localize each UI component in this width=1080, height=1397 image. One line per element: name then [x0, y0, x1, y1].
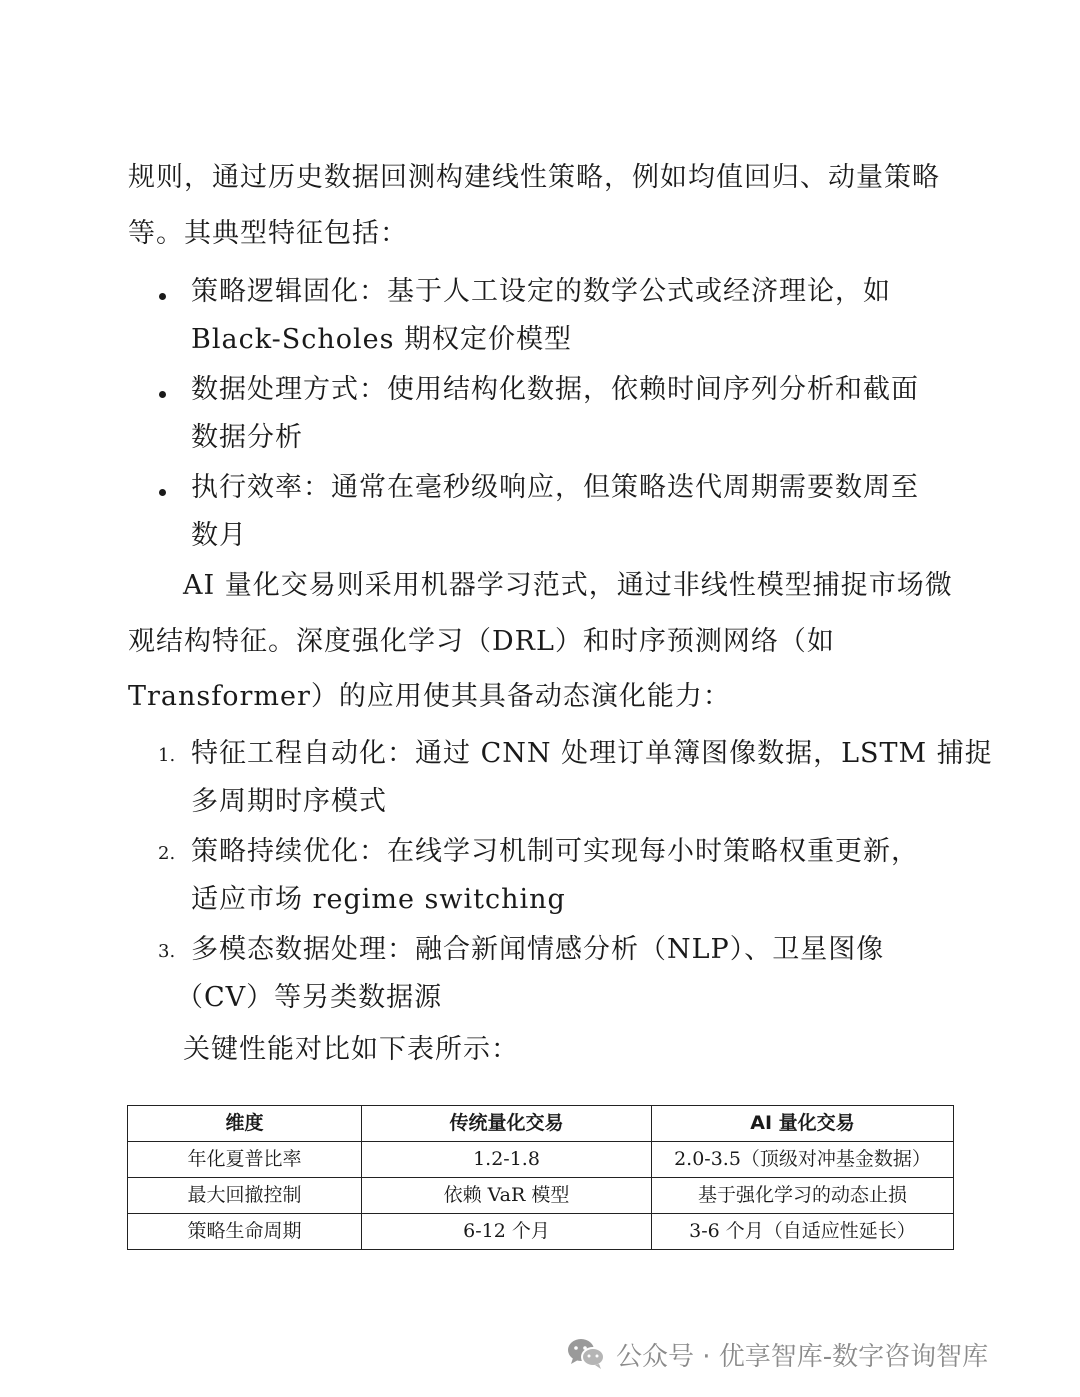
table-cell: 依赖 VaR 模型 — [362, 1178, 652, 1214]
list-item-text: 特征工程自动化：通过 CNN 处理订单簿图像数据，LSTM 捕捉 — [191, 738, 993, 769]
comparison-table — [127, 1105, 954, 1250]
list-item-text: 策略持续优化：在线学习机制可实现每小时策略权重更新， — [191, 836, 919, 867]
table-header-cell: 维度 — [128, 1106, 362, 1142]
table-cell: 3-6 个月（自适应性延长） — [652, 1214, 954, 1250]
paragraph-line: 关键性能对比如下表所示： — [183, 1034, 519, 1065]
list-item-text: Black-Scholes 期权定价模型 — [191, 324, 573, 355]
table-cell: 策略生命周期 — [128, 1214, 362, 1250]
paragraph-line: 观结构特征。深度强化学习（DRL）和时序预测网络（如 — [128, 626, 835, 657]
list-item-text: 数据处理方式：使用结构化数据，依赖时间序列分析和截面 — [191, 374, 919, 405]
table-cell: 6-12 个月 — [362, 1214, 652, 1250]
table-header-cell: AI 量化交易 — [652, 1106, 954, 1142]
table-row — [128, 1214, 954, 1250]
table-header-row — [128, 1106, 954, 1142]
footer-text: 公众号 · 优享智库-数字咨询智库 — [616, 1341, 989, 1372]
table-header-cell: 传统量化交易 — [362, 1106, 652, 1142]
list-item-text: （CV）等另类数据源 — [176, 982, 443, 1013]
footer-watermark — [566, 1334, 988, 1374]
list-item-text: 执行效率：通常在毫秒级响应，但策略迭代周期需要数周至 — [191, 472, 919, 503]
paragraph-line: Transformer）的应用使其具备动态演化能力： — [128, 681, 731, 712]
bullet-icon — [159, 391, 166, 398]
list-item-text: 多周期时序模式 — [191, 786, 387, 817]
table-row — [128, 1178, 954, 1214]
table-cell: 2.0-3.5（顶级对冲基金数据） — [652, 1142, 954, 1178]
list-number: 1. — [158, 745, 176, 766]
list-item-text: 数据分析 — [191, 422, 303, 453]
wechat-icon — [566, 1337, 606, 1371]
table-cell: 1.2-1.8 — [362, 1142, 652, 1178]
table-cell: 基于强化学习的动态止损 — [652, 1178, 954, 1214]
list-item-text: 策略逻辑固化：基于人工设定的数学公式或经济理论，如 — [191, 276, 891, 307]
paragraph-line: 规则，通过历史数据回测构建线性策略，例如均值回归、动量策略 — [128, 162, 940, 193]
paragraph-line: 等。其典型特征包括： — [128, 218, 408, 249]
table-cell: 最大回撤控制 — [128, 1178, 362, 1214]
paragraph-line: AI 量化交易则采用机器学习范式，通过非线性模型捕捉市场微 — [183, 570, 953, 601]
list-item-text: 数月 — [191, 520, 247, 551]
list-item-text: 多模态数据处理：融合新闻情感分析（NLP）、卫星图像 — [191, 934, 885, 965]
table-row — [128, 1142, 954, 1178]
list-item-text: 适应市场 regime switching — [191, 884, 566, 915]
bullet-icon — [159, 293, 166, 300]
table-cell: 年化夏普比率 — [128, 1142, 362, 1178]
list-number: 2. — [158, 843, 176, 864]
list-number: 3. — [158, 941, 176, 962]
bullet-icon — [159, 489, 166, 496]
